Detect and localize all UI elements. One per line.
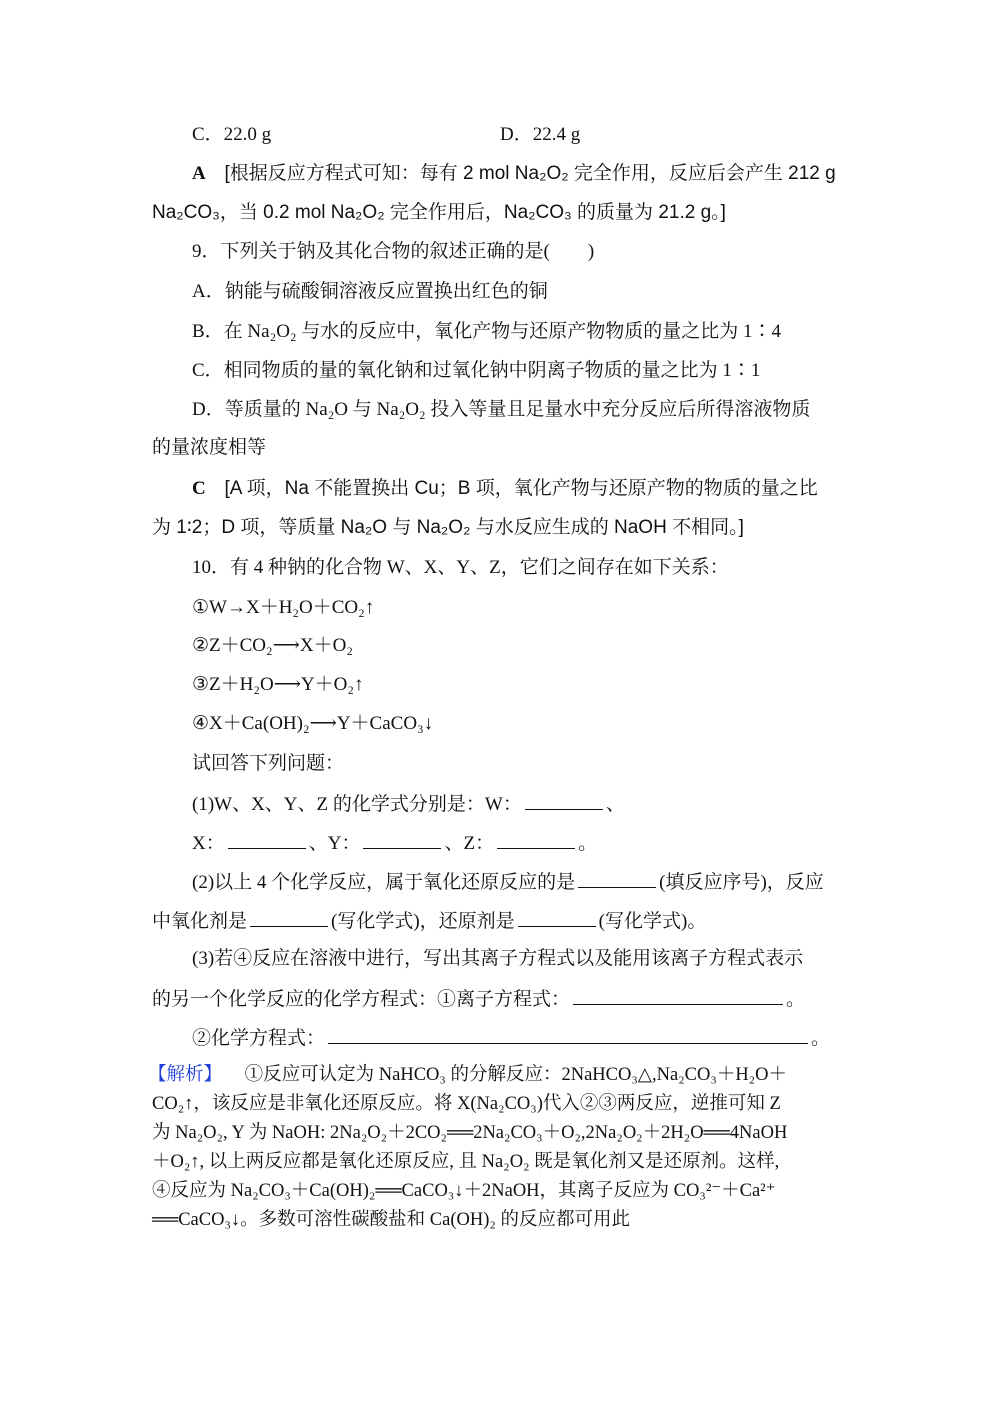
analysis-text: ④反应为 Na₂CO₃＋Ca(OH)₂══CaCO₃↓＋2NaOH，其离子反应为 CO₃²⁻＋Ca²⁺ <box>152 1181 776 1201</box>
question-stem: 9．下列关于钠及其化合物的叙述正确的是( ) <box>192 241 595 262</box>
part-3-line-3: ②化学方程式： 。 <box>192 1025 830 1051</box>
answer-letter: C <box>192 478 206 499</box>
answer-explanation-cont: 为 1∶2；D 项，等质量 Na₂O 与 Na₂O₂ 与水反应生成的 NaOH 不相同。] <box>152 517 744 538</box>
question-prompt: 试回答下列问题： <box>192 753 345 774</box>
q8-option-c: C．22.0 g <box>192 124 272 145</box>
blank-oxidant[interactable] <box>250 908 328 927</box>
answer-explanation: [A 项，Na 不能置换出 Cu；B 项，氧化产物与还原产物的物质的量之比 <box>224 478 818 499</box>
option-a: A．钠能与硫酸铜溶液反应置换出红色的铜 <box>192 281 548 302</box>
q8-option-d: D．22.4 g <box>500 124 581 145</box>
option-c: C．相同物质的量的氧化钠和过氧化钠中阴离子物质的量之比为 1∶1 <box>192 360 761 381</box>
option-d-cont: 的量浓度相等 <box>152 437 267 458</box>
option-d: D．等质量的 Na₂O 与 Na₂O₂ 投入等量且足量水中充分反应后所得溶液物质 <box>192 399 811 420</box>
blank-redox-reactions[interactable] <box>578 869 656 888</box>
analysis-text: ＋O₂↑, 以上两反应都是氧化还原反应, 且 Na₂O₂ 既是氧化剂又是还原剂。这样, <box>152 1152 780 1172</box>
blank-reductant[interactable] <box>518 908 596 927</box>
option-b: B．在 Na₂O₂ 与水的反应中，氧化产物与还原产物物质的量之比为 1∶4 <box>192 321 782 342</box>
blank-w[interactable] <box>525 791 603 810</box>
part-1-line-2: X： 、Y： 、Z： 。 <box>192 830 597 856</box>
part-1-line-1: (1)W、X、Y、Z 的化学式分别是：W： 、 <box>192 791 625 817</box>
answer-letter: A <box>192 163 206 184</box>
part-3-line-2: 的另一个化学反应的化学方程式：①离子方程式： 。 <box>152 986 805 1012</box>
answer-explanation: [根据反应方程式可知：每有 2 mol Na₂O₂ 完全作用，反应后会产生 212 g <box>224 163 836 184</box>
analysis-text: ①反应可认定为 NaHCO₃ 的分解反应：2NaHCO₃△,Na₂CO₃＋H₂O＋ <box>244 1065 787 1085</box>
analysis-label: 【解析】 <box>148 1064 223 1085</box>
blank-y[interactable] <box>363 830 441 849</box>
reaction-1: ①W→X＋H₂O＋CO₂↑ <box>192 597 375 618</box>
part-2-line-1: (2)以上 4 个化学反应，属于氧化还原反应的是 (填反应序号)，反应 <box>192 869 824 895</box>
analysis-text: CO₂↑，该反应是非氧化还原反应。将 X(Na₂CO₃)代入②③两反应，逆推可知 Z <box>152 1094 781 1114</box>
reaction-4: ④X＋Ca(OH)₂⟶Y＋CaCO₃↓ <box>192 713 434 734</box>
answer-explanation-cont: Na₂CO₃，当 0.2 mol Na₂O₂ 完全作用后，Na₂CO₃ 的质量为 21.2 g。] <box>152 202 726 223</box>
blank-ionic-equation[interactable] <box>573 986 783 1005</box>
blank-x[interactable] <box>228 830 306 849</box>
question-stem: 10．有 4 种钠的化合物 W、X、Y、Z，它们之间存在如下关系： <box>192 557 729 578</box>
reaction-2: ②Z＋CO₂⟶X＋O₂ <box>192 635 353 656</box>
analysis-text: 为 Na₂O₂, Y 为 NaOH: 2Na₂O₂＋2CO₂══2Na₂CO₃＋O₂,2Na₂O₂＋2H₂O══4NaOH <box>152 1123 788 1143</box>
part-2-line-2: 中氧化剂是 (写化学式)，还原剂是 (写化学式)。 <box>152 908 706 934</box>
blank-z[interactable] <box>497 830 575 849</box>
reaction-3: ③Z＋H₂O⟶Y＋O₂↑ <box>192 674 364 695</box>
blank-chemical-equation[interactable] <box>328 1025 808 1044</box>
analysis-text: ══CaCO₃↓。多数可溶性碳酸盐和 Ca(OH)₂ 的反应都可用此 <box>152 1210 630 1230</box>
part-3-line-1: (3)若④反应在溶液中进行，写出其离子方程式以及能用该离子方程式表示 <box>192 948 804 969</box>
